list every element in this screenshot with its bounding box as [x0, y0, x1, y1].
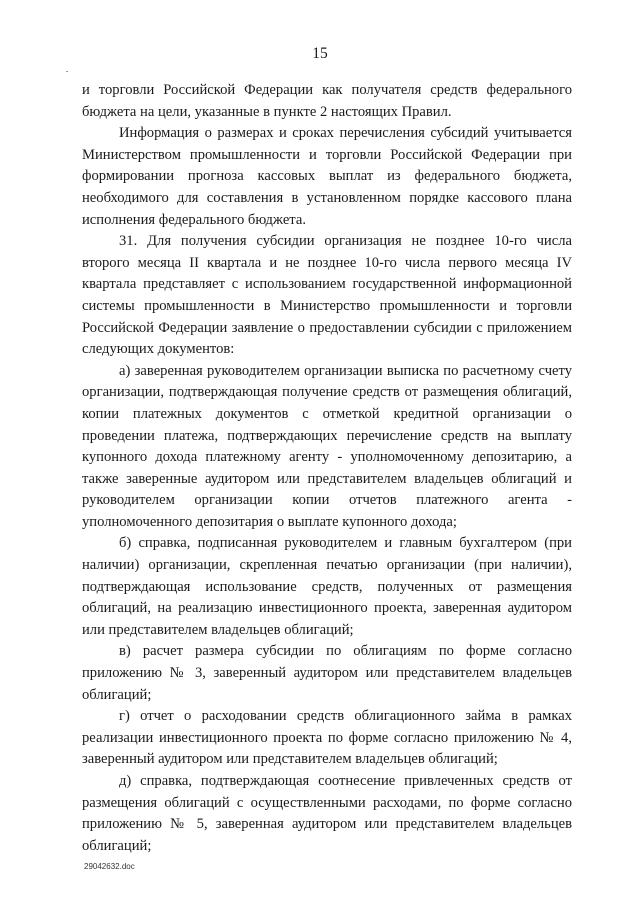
list-item-a: а) заверенная руководителем организации выписка по расчетному счету организации, подтверждающая получение средств от размещения облигаций, копии платежных документов с отметкой кредитной организации о проведении платежа, подтверждающих перечисление средств на выплату купонного дохода платежному агенту - уполномоченному депозитарию, а также заверенные аудитором или представителем владельцев облигаций и руководителем организации копии отчетов платежного агента - уполномоченного депозитария о выплате купонного дохода;	[82, 362, 572, 530]
list-item-d: д) справка, подтверждающая соотнесение привлеченных средств от размещения облигаций с осуществленными расходами, по форме согласно приложению № 5, заверенная аудитором или представителем владельцев облигаций;	[82, 773, 572, 854]
body-text	[82, 80, 572, 857]
list-item-v: в) расчет размера субсидии по облигациям по форме согласно приложению № 3, заверенный аудитором или представителем владельцев облигаций;	[82, 643, 572, 703]
file-name-footer: 29042632.doc	[84, 862, 135, 871]
paragraph-subsidy-info: Информация о размерах и сроках перечисления субсидий учитывается Министерством промышленности и торговли Российской Федерации при формировании прогноза кассовых выплат из федерального бюджета, необходимого для составления в установленном порядке кассового плана исполнения федерального бюджета.	[82, 125, 572, 228]
paragraph-continuation: и торговли Российской Федерации как получателя средств федерального бюджета на цели, указанные в пункте 2 настоящих Правил.	[82, 82, 572, 120]
page-number: 15	[312, 45, 328, 62]
list-item-g: г) отчет о расходовании средств облигационного займа в рамках реализации инвестиционного проекта по форме согласно приложению № 4, заверенный аудитором или представителем владельцев облигаций;	[82, 708, 572, 768]
paragraph-31: 31. Для получения субсидии организация не позднее 10-го числа второго месяца II квартала и не позднее 10-го числа первого месяца IV квартала представляет с использованием государственной информационной системы промышленности в Министерство промышленности и торговли Российской Федерации заявление о предоставлении субсидии с приложением следующих документов:	[82, 233, 572, 358]
list-item-b: б) справка, подписанная руководителем и главным бухгалтером (при наличии) организации, скрепленная печатью организации (при наличии), подтверждающая использование средств, полученных от размещения облигаций, на реализацию инвестиционного проекта, заверенная аудитором или представителем владельцев облигаций;	[82, 535, 572, 638]
margin-mark	[66, 71, 68, 72]
